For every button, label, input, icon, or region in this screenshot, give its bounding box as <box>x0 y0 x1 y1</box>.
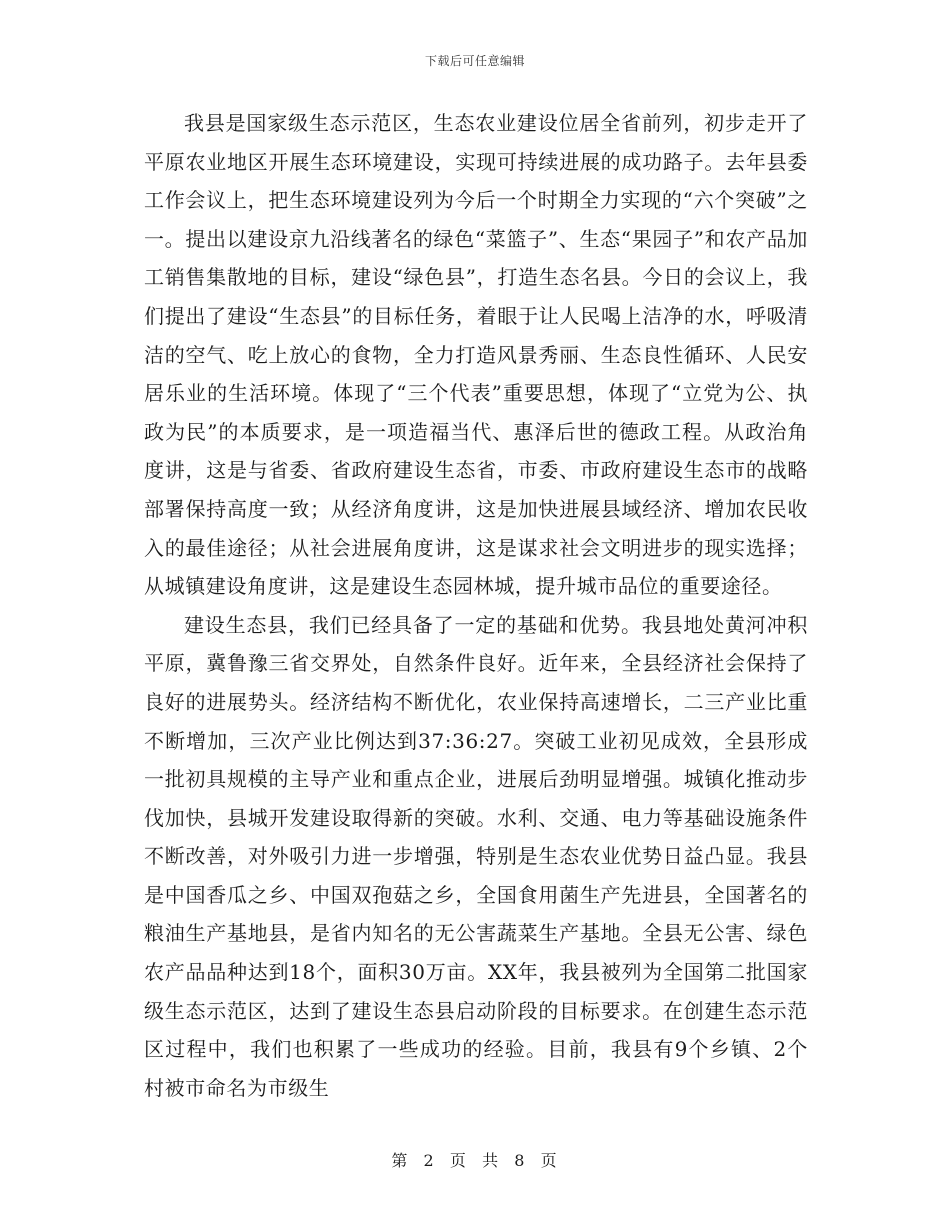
footer-current-page: 2 <box>423 1151 443 1170</box>
page-header: 下载后可任意编辑 <box>424 54 525 68</box>
page-footer <box>0 1148 950 1171</box>
document-body <box>144 104 808 1107</box>
paragraph-1: 我县是国家级生态示范区，生态农业建设位居全省前列，初步走开了平原农业地区开展生态环境建设，实现可持续进展的成功路子。去年县委工作会议上，把生态环境建设列为今后一个时期全力实现的“六个突破”之一。提出以建设京九沿线著名的绿色“菜篮子”、生态“果园子”和农产品加工销售集散地的目标，建设“绿色县”，打造生态名县。今日的会议上，我们提出了建设“生态县”的目标任务，着眼于让人民喝上洁净的水，呼吸清洁的空气、吃上放心的食物，全力打造风景秀丽、生态良性循环、人民安居乐业的生活环境。体现了“三个代表”重要思想，体现了“立党为公、执政为民”的本质要求，是一项造福当代、惠泽后世的德政工程。从政治角度讲，这是与省委、省政府建设生态省，市委、市政府建设生态市的战略部署保持高度一致；从经济角度讲，这是加快进展县域经济、增加农民收入的最佳途径；从社会进展角度讲，这是谋求社会文明进步的现实选择；从城镇建设角度讲，这是建设生态园林城，提升城市品位的重要途径。 <box>144 111 808 599</box>
paragraph-2: 建设生态县，我们已经具备了一定的基础和优势。我县地处黄河冲积平原，冀鲁豫三省交界处，自然条件良好。近年来，全县经济社会保持了良好的进展势头。经济结构不断优化，农业保持高速增长，二三产业比重不断增加，三次产业比例达到37:36:27。突破工业初见成效，全县形成一批初具规模的主导产业和重点企业，进展后劲明显增强。城镇化推动步伐加快，县城开发建设取得新的突破。水利、交通、电力等基础设施条件不断改善，对外吸引力进一步增强，特别是生态农业优势日益凸显。我县是中国香瓜之乡、中国双孢菇之乡，全国食用菌生产先进县，全国著名的粮油生产基地县，是省内知名的无公害蔬菜生产基地。全县无公害、绿色农产品品种达到18个，面积30万亩。XX年，我县被列为全国第二批国家级生态示范区，达到了建设生态县启动阶段的目标要求。在创建生态示范区过程中，我们也积累了一些成功的经验。目前，我县有9个乡镇、2个村被市命名为市级生 <box>144 612 808 1100</box>
footer-prefix: 第 <box>391 1151 417 1170</box>
footer-total-pages: 8 <box>514 1151 534 1170</box>
footer-page-label: 页 <box>449 1151 475 1170</box>
footer-total-prefix: 共 <box>482 1151 508 1170</box>
footer-total-label: 页 <box>540 1151 559 1170</box>
